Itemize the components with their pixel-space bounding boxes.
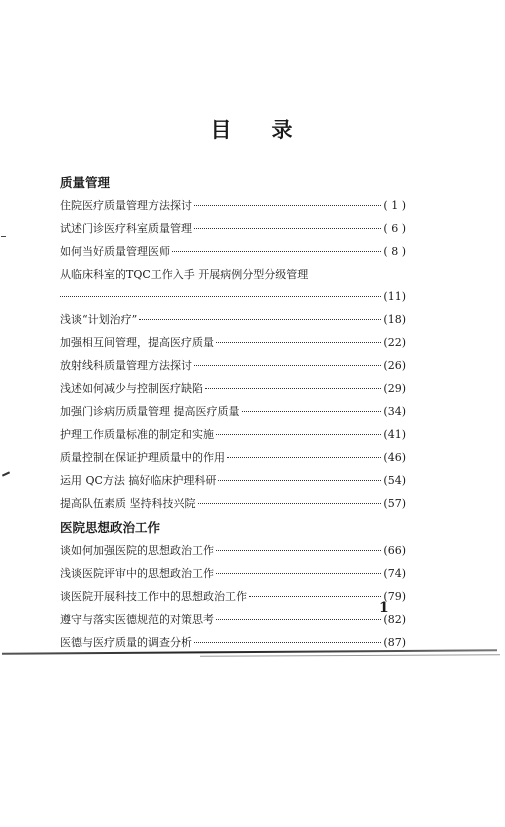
dot-leader [194,642,381,643]
toc-entry[interactable] [60,446,406,469]
dot-leader [216,342,381,343]
toc-entry[interactable] [60,308,406,331]
entry-title: 浅谈“计划治疗” [60,313,138,326]
entry-page: (29) [383,382,406,395]
entry-title: 浅述如何减少与控制医疗缺陷 [60,382,203,395]
entry-title: 如何当好质量管理医师 [60,245,170,258]
entry-title: 医德与医疗质量的调查分析 [60,636,192,649]
entry-page: (74) [383,567,406,580]
dot-leader [218,480,381,481]
toc-entry[interactable] [60,377,406,400]
toc-entry[interactable] [60,539,406,562]
entry-title: 谈如何加强医院的思想政治工作 [60,544,214,557]
dot-leader [194,228,381,229]
dot-leader [139,319,381,320]
entry-title: 加强相互间管理，提高医疗质量 [60,336,214,349]
title-char: 录 [271,117,295,142]
toc-entry[interactable] [60,585,406,608]
entry-page: (87) [383,636,406,649]
entry-page: ( 6 ) [383,222,406,235]
dot-leader [194,365,381,366]
entry-page: ( 8 ) [383,245,406,258]
toc-entry[interactable] [60,331,406,354]
dot-leader [216,434,381,435]
entry-title: 从临床科室的TQC工作入手 开展病例分型分级管理 [60,268,309,281]
toc-entry[interactable] [60,608,406,631]
entry-title: 运用 QC方法 搞好临床护理科研 [60,474,217,487]
dot-leader [216,573,381,574]
entry-title: 加强门诊病历质量管理 提高医疗质量 [60,405,240,418]
entry-page: (82) [383,613,406,626]
dot-leader [172,251,381,252]
entry-title: 放射线科质量管理方法探讨 [60,359,192,372]
toc-entry[interactable] [60,217,406,240]
entry-title: 谈医院开展科技工作中的思想政治工作 [60,590,247,603]
entry-title: 遵守与落实医德规范的对策思考 [60,613,214,626]
scan-mark [1,236,6,237]
title-char: 目 [210,117,234,142]
page-number: 1 [379,600,389,616]
toc-entry[interactable] [60,263,406,285]
dot-leader [194,205,381,206]
entry-page: (34) [383,405,406,418]
page-title [0,114,505,144]
entry-page: (26) [383,359,406,372]
entry-title: 浅谈医院评审中的思想政治工作 [60,567,214,580]
page-rule [200,654,500,657]
dot-leader [242,411,382,412]
toc-entry[interactable] [60,562,406,585]
entry-title: 护理工作质量标准的制定和实施 [60,428,214,441]
toc-entry[interactable] [60,492,406,515]
dot-leader [249,596,381,597]
entry-page: (54) [383,474,406,487]
entry-title: 提高队伍素质 坚持科技兴院 [60,497,196,510]
dot-leader [198,503,382,504]
entry-continuation [60,285,406,308]
table-of-contents [60,170,406,654]
dot-leader [216,619,381,620]
entry-page: (57) [383,497,406,510]
entry-page: (11) [383,290,406,303]
entry-page: (22) [383,336,406,349]
entry-title: 试述门诊医疗科室质量管理 [60,222,192,235]
entry-page: (41) [383,428,406,441]
toc-entry[interactable] [60,469,406,492]
dot-leader [227,457,381,458]
toc-entry[interactable] [60,354,406,377]
toc-entry[interactable] [60,423,406,446]
section-heading: 质量管理 [60,175,111,190]
toc-entry[interactable] [60,194,406,217]
toc-entry[interactable] [60,400,406,423]
scan-mark [2,471,10,476]
entry-page: ( 1 ) [383,199,406,212]
entry-page: (46) [383,451,406,464]
entry-page: (66) [383,544,406,557]
dot-leader [60,296,381,297]
toc-entry[interactable] [60,240,406,263]
dot-leader [216,550,381,551]
entry-page: (18) [383,313,406,326]
entry-title: 质量控制在保证护理质量中的作用 [60,451,225,464]
dot-leader [205,388,381,389]
entry-title: 住院医疗质量管理方法探讨 [60,199,192,212]
section-heading: 医院思想政治工作 [60,520,161,535]
entry-page: (79) [383,590,406,603]
